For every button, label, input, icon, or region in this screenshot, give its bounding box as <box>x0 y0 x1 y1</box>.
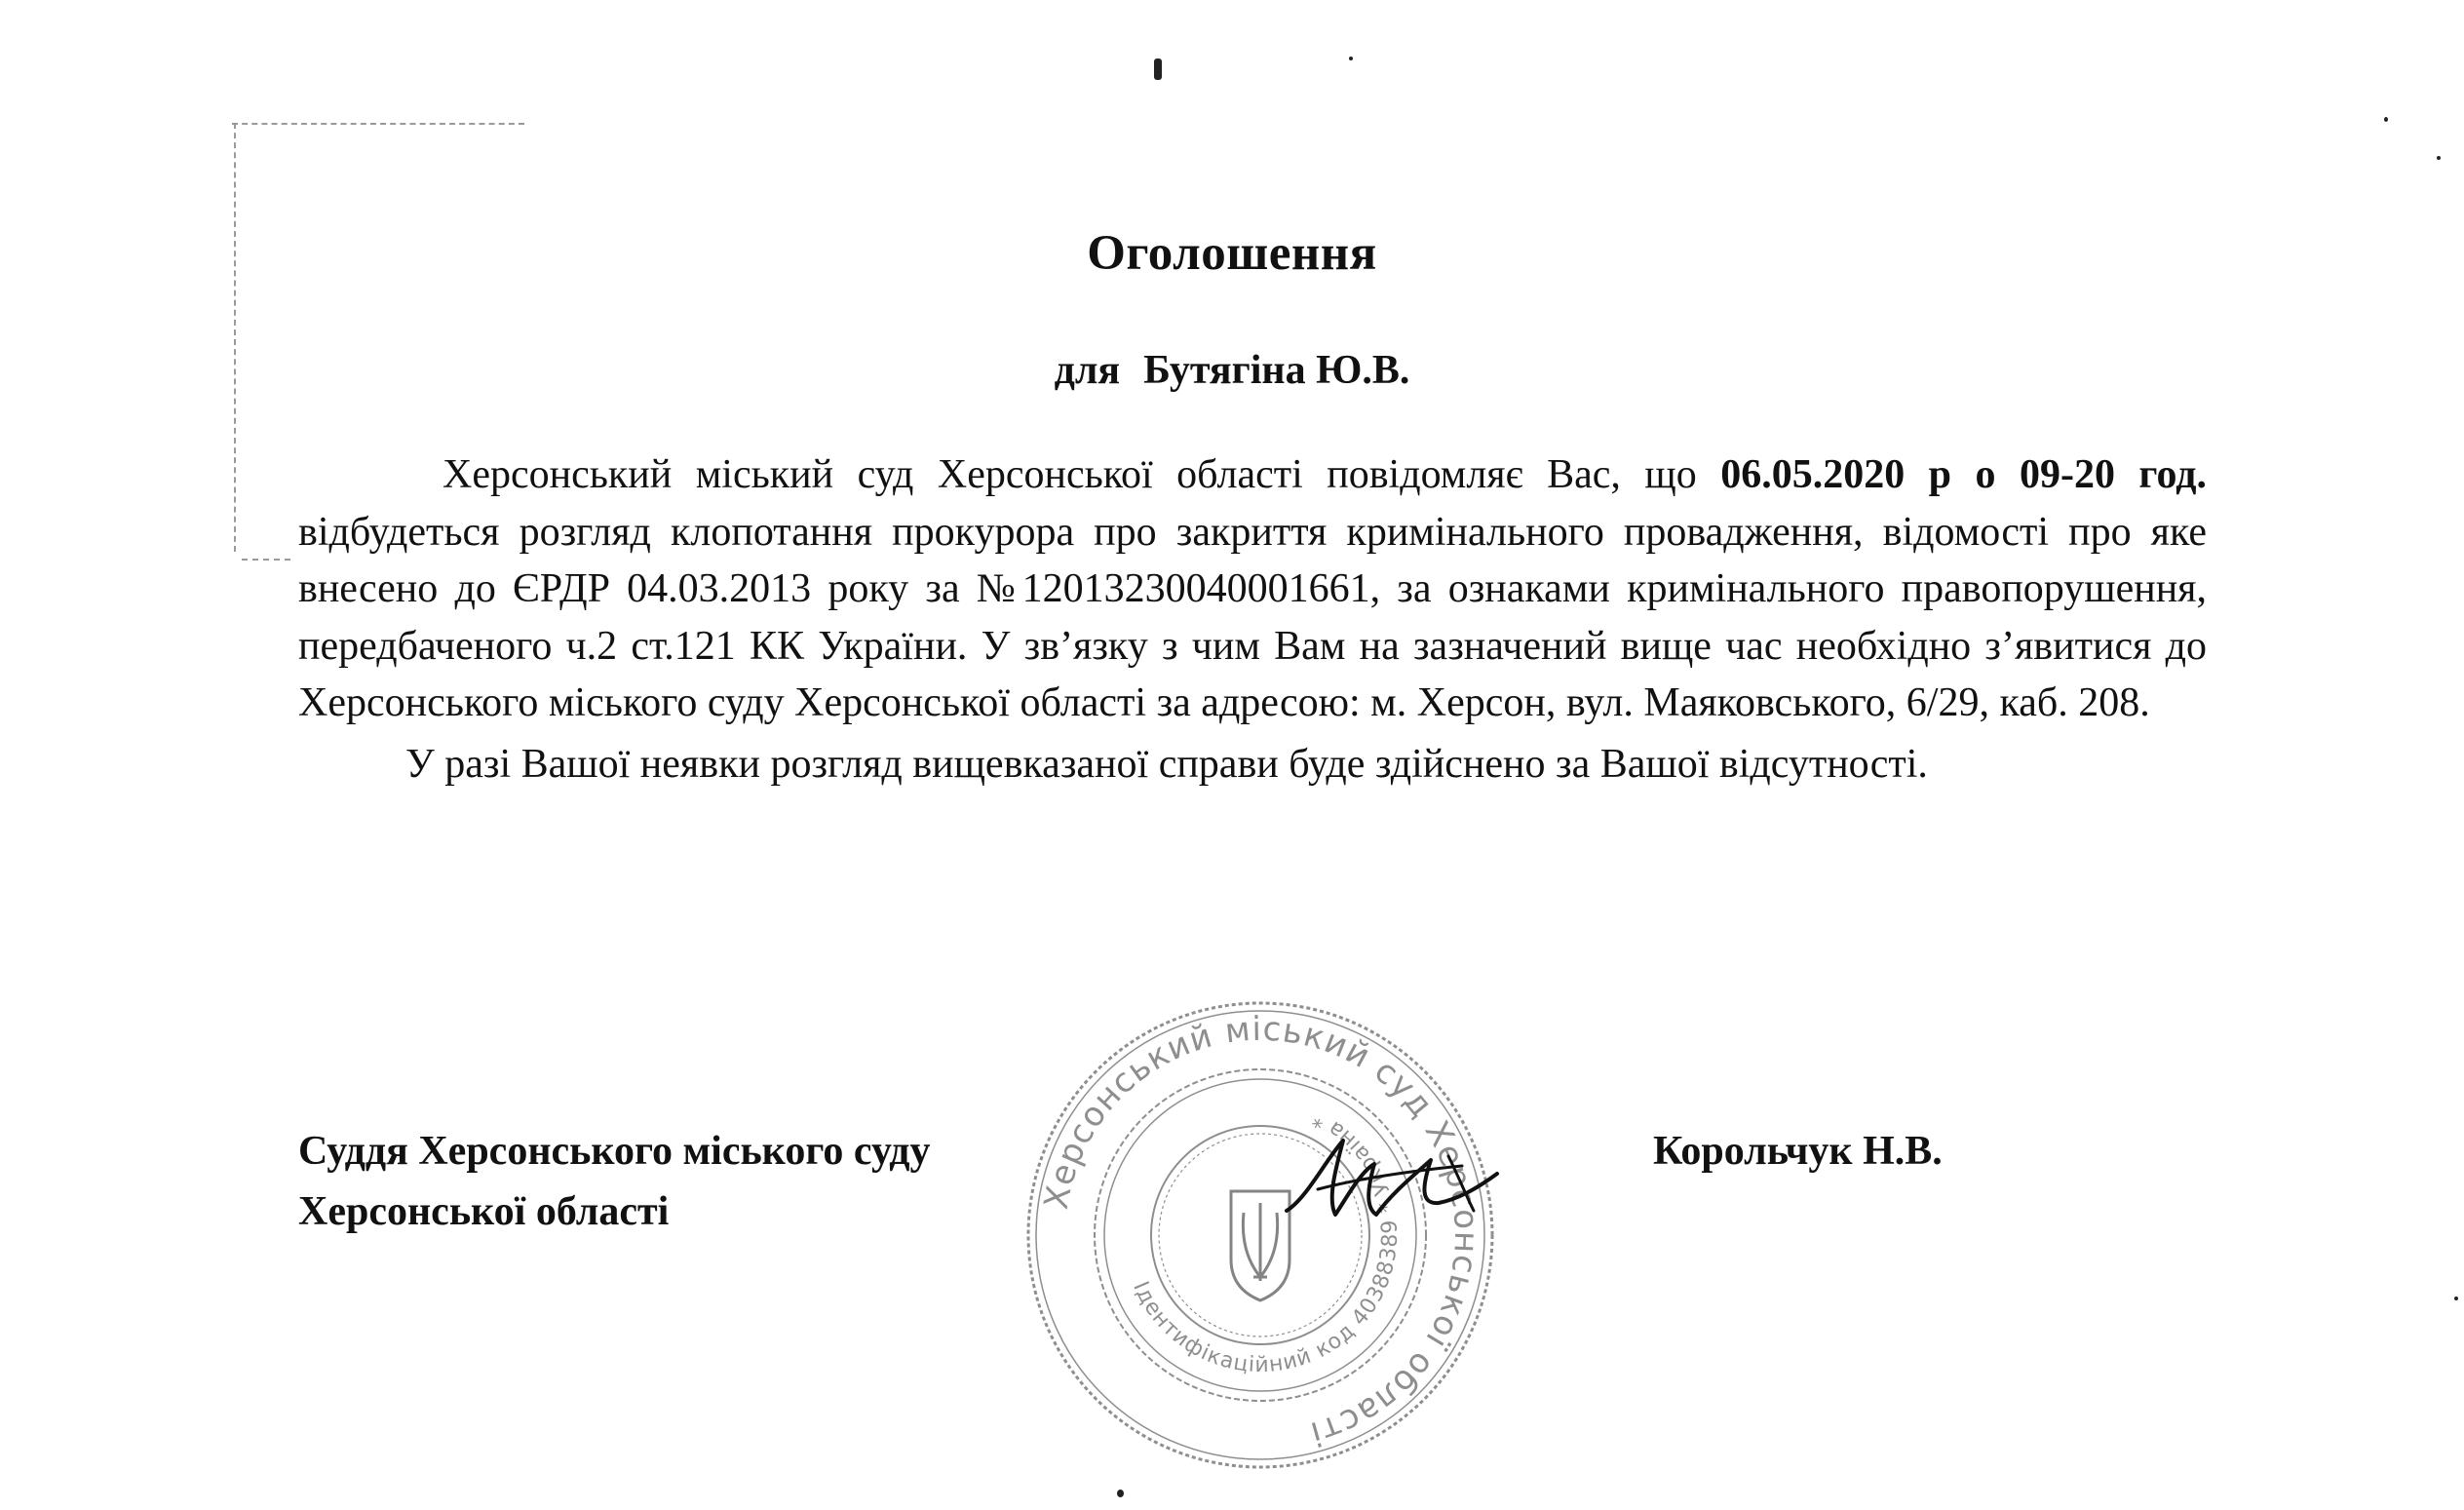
addressee-line <box>0 343 2464 398</box>
hearing-datetime: 06.05.2020 р о 09-20 год. <box>1720 452 2207 497</box>
seal-inner-text: Ідентифікаційний код 40388389 * Україна * <box>1128 1105 1404 1378</box>
notice-text-start: Херсонський міський суд Херсонської області повідомляє Вас, що <box>443 452 1721 497</box>
addressee-name: Бутягіна Ю.В. <box>1143 348 1410 393</box>
scan-artifact-line <box>232 123 524 125</box>
handwritten-signature <box>1267 1121 1521 1238</box>
signer-position-line2: Херсонської області <box>298 1189 670 1234</box>
body-paragraph-notice <box>298 446 2207 732</box>
scan-speck <box>2454 1297 2458 1300</box>
scan-speck <box>2384 117 2388 122</box>
scan-speck <box>1349 57 1353 60</box>
scan-speck <box>1117 1490 1124 1497</box>
document-title: Оголошення <box>1087 226 1377 281</box>
scan-artifact-line <box>242 559 290 561</box>
scan-speck <box>1154 58 1162 80</box>
signer-position-line1: Суддя Херсонського міського суду <box>298 1129 931 1174</box>
document-body <box>298 446 2207 793</box>
scan-speck <box>2437 156 2441 160</box>
notice-text-rest: відбудеться розгляд клопотання прокурора про закриття кримінального провадження, відомості про яке внесено до ЄРДР 04.03.2013 року за №12013230040001661, за ознаками кримінального правопорушення, передбаченого ч.2 ст.121 КК України. У зв’язку з чим Вам на зазначений вище час необхідно з’явитися до Херсонського міського суду Херсонської області за адресою: м. Херсон, вул. Маяковського, 6/29, каб. 208. <box>298 509 2207 725</box>
scan-artifact-line <box>234 123 236 552</box>
addressee-prep: для <box>1054 348 1121 393</box>
seal-outer-text: Херсонський міський суд Херсонської області <box>1036 1009 1486 1453</box>
body-paragraph-absence: У разі Вашої неявки розгляд вищевказаної справи буде здійснено за Вашої відсутності. <box>405 741 1928 787</box>
signer-name: Корольчук Н.В. <box>1653 1129 1943 1174</box>
